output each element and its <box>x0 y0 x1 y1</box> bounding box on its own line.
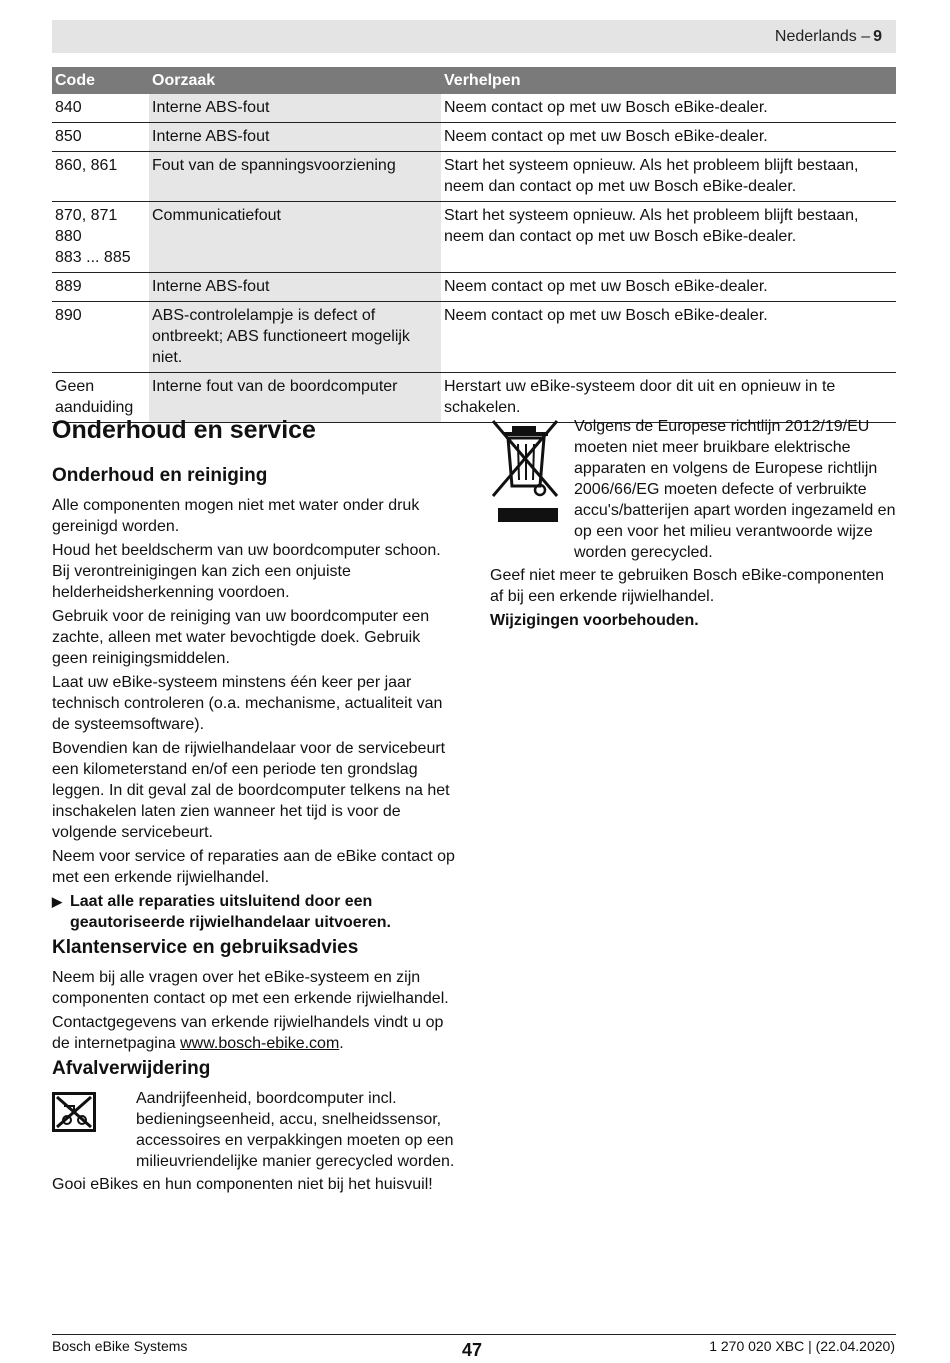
repair-warning <box>52 891 457 933</box>
header-language: Nederlands – <box>774 27 871 45</box>
maintenance-paragraph: Alle componenten mogen niet met water onder druk gereinigd worden. <box>52 497 420 535</box>
page-header <box>52 20 896 53</box>
cell-remedy: Neem contact op met uw Bosch eBike-dealer. <box>441 273 896 302</box>
cell-remedy: Start het systeem opnieuw. Als het probleem blijft bestaan, neem dan contact op met uw Bosch eBike-dealer. <box>441 202 896 273</box>
weee-paragraph: Volgens de Europese richtlijn 2012/19/EU moeten niet meer bruikbare elektrische apparaten en volgens de Europese richtlijn 2006/66/EG moeten defecte of verbruikte accu's/batterijen apart worden ingezameld en op een voor het milieu verantwoorde wijze worden gerecycled. <box>574 418 896 561</box>
contact-suffix: . <box>339 1035 344 1052</box>
cell-cause: Interne ABS-fout <box>149 94 441 123</box>
cell-code: Geen aanduiding <box>52 373 149 423</box>
changes-notice: Wijzigingen voorbehouden. <box>490 612 699 629</box>
cell-code: 889 <box>52 273 149 302</box>
table-row <box>52 302 896 373</box>
disposal-warning: Gooi eBikes en hun componenten niet bij het huisvuil! <box>52 1176 433 1193</box>
column-header-remedy: Verhelpen <box>441 67 896 94</box>
weee-icon-wrap <box>490 416 574 563</box>
cell-cause: ABS-controlelampje is defect of ontbreekt; ABS functioneert mogelijk niet. <box>149 302 441 373</box>
column-header-code: Code <box>52 67 149 94</box>
cell-code: 890 <box>52 302 149 373</box>
error-code-table <box>52 67 896 423</box>
repair-warning-text: Laat alle reparaties uitsluitend door een geautoriseerde rijwielhandelaar uitvoeren. <box>70 893 391 931</box>
footer-doc-id: 1 270 020 XBC | (22.04.2020) <box>709 1338 895 1354</box>
cell-cause: Fout van de spanningsvoorziening <box>149 152 441 202</box>
right-column <box>490 416 897 634</box>
cell-remedy: Neem contact op met uw Bosch eBike-dealer. <box>441 94 896 123</box>
cell-cause: Interne fout van de boordcomputer <box>149 373 441 423</box>
cell-remedy: Neem contact op met uw Bosch eBike-dealer. <box>441 123 896 152</box>
table-row <box>52 94 896 123</box>
cell-code: 860, 861 <box>52 152 149 202</box>
cell-code: 850 <box>52 123 149 152</box>
cell-cause: Interne ABS-fout <box>149 123 441 152</box>
return-paragraph: Geef niet meer te gebruiken Bosch eBike-componenten af bij een erkende rijwielhandel. <box>490 567 885 605</box>
cell-remedy: Herstart uw eBike-systeem door dit uit en opnieuw in te schakelen. <box>441 373 896 423</box>
cell-code: 840 <box>52 94 149 123</box>
disposal-heading: Afvalverwijdering <box>52 1058 211 1079</box>
column-header-cause: Oorzaak <box>149 67 441 94</box>
cell-code: 870, 871 880 883 ... 885 <box>52 202 149 273</box>
table-row <box>52 152 896 202</box>
maintenance-paragraph: Bovendien kan de rijwielhandelaar voor de servicebeurt een kilometerstand en/of een periode ten grondslag leggen. In dit geval zal de boordcomputer telkens na het inschakelen laten zien wanneer het tijd is voor de volgende servicebeurt. <box>52 740 450 841</box>
section-title: Onderhoud en service <box>52 416 316 444</box>
maintenance-paragraph: Neem voor service of reparaties aan de eBike contact op met een erkende rijwielhandel. <box>52 848 455 886</box>
crossed-out-wheelie-bin-icon <box>490 418 560 528</box>
contact-text: Contactgegevens van erkende rijwielhandels vindt u op de internetpagina <box>52 1014 444 1052</box>
cell-remedy: Neem contact op met uw Bosch eBike-dealer. <box>441 302 896 373</box>
customer-service-heading: Klantenservice en gebruiksadvies <box>52 937 359 958</box>
cell-cause: Communicatiefout <box>149 202 441 273</box>
bosch-ebike-link[interactable]: www.bosch-ebike.com <box>180 1035 340 1052</box>
cell-remedy: Start het systeem opnieuw. Als het probleem blijft bestaan, neem dan contact op met uw Bosch eBike-dealer. <box>441 152 896 202</box>
disposal-icon-wrap <box>52 1088 136 1172</box>
disposal-paragraph: Aandrijfeenheid, boordcomputer incl. bedieningseenheid, accu, snelheidssensor, accessoires en verpakkingen moeten op een milieuvriendelijke manier gerecycled worden. <box>136 1090 455 1170</box>
disposal-block <box>52 1088 457 1172</box>
left-column <box>52 414 457 1198</box>
footer-brand: Bosch eBike Systems <box>52 1338 188 1354</box>
customer-service-paragraph: Neem bij alle vragen over het eBike-systeem en zijn componenten contact op met een erkende rijwielhandel. <box>52 969 449 1007</box>
maintenance-paragraph: Laat uw eBike-systeem minstens één keer per jaar technisch controleren (o.a. mechanisme, actualiteit van de systeemsoftware). <box>52 674 443 733</box>
cell-cause: Interne ABS-fout <box>149 273 441 302</box>
maintenance-paragraph: Houd het beeldscherm van uw boordcomputer schoon. Bij verontreinigingen kan zich een onjuiste helderheidsherkenning voordoen. <box>52 542 441 601</box>
customer-service-contact <box>52 1012 457 1054</box>
table-row <box>52 123 896 152</box>
no-household-waste-icon <box>52 1092 96 1132</box>
maintenance-heading: Onderhoud en reiniging <box>52 465 268 486</box>
footer-divider <box>52 1334 896 1335</box>
weee-block <box>490 416 897 563</box>
header-page-number: 9 <box>873 27 882 45</box>
table-row <box>52 273 896 302</box>
footer-page-number: 47 <box>462 1340 483 1360</box>
table-header-row <box>52 67 896 94</box>
bullet-triangle-icon: ▶ <box>52 894 62 909</box>
table-row <box>52 202 896 273</box>
maintenance-paragraph: Gebruik voor de reiniging van uw boordcomputer een zachte, alleen met water bevochtigde doek. Gebruik geen reinigingsmiddelen. <box>52 608 430 667</box>
